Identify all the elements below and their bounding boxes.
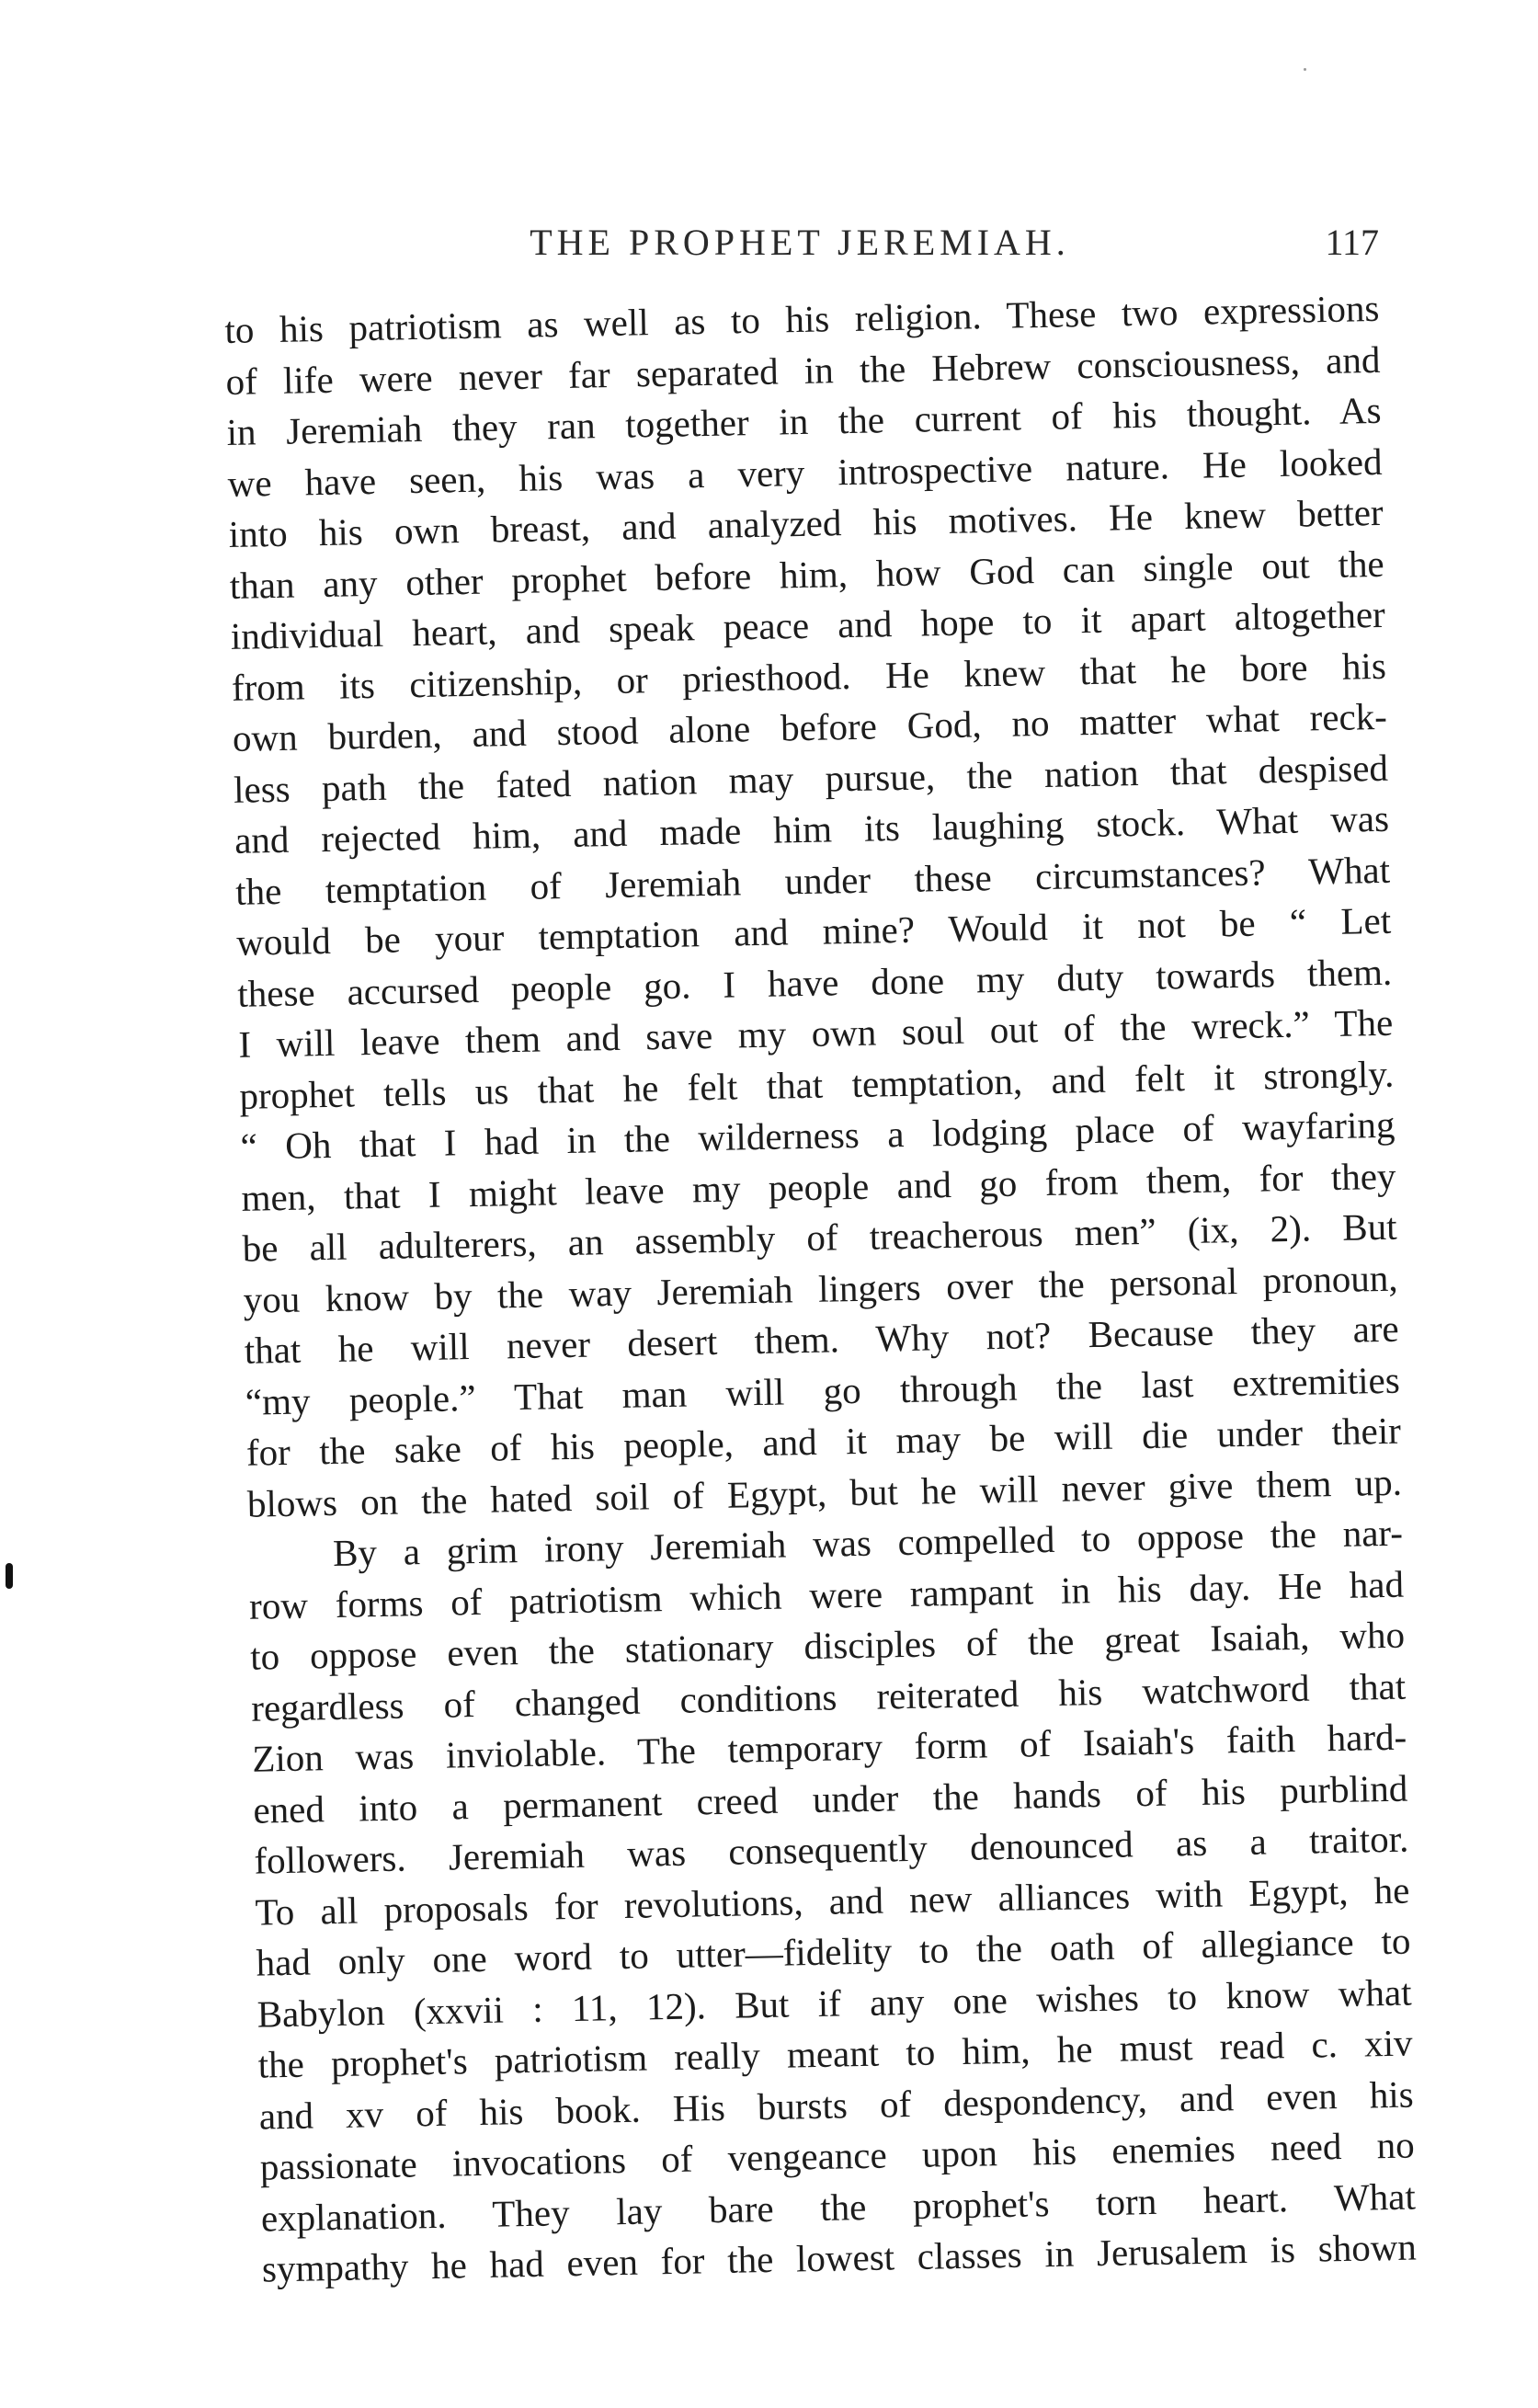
text-line: “ Oh that I had in the wilderness a lodging place of wayfaring [240,1102,1396,1168]
text-line: individual heart, and speak peace and hope to it apart altogether [230,592,1386,657]
text-line: than any other prophet before him, how God can single out the [229,542,1385,607]
text-line: be all adulterers, an assembly of treacherous men” (ix, 2). But [242,1204,1397,1270]
text-line: that he will never desert them. Why not? Because they are [244,1307,1400,1372]
body-text [224,283,1417,2295]
text-line: to his patriotism as well as to his religion. These two expressions [224,286,1380,351]
text-line: followers. Jeremiah was consequently denounced as a traitor. [254,1817,1409,1882]
text-line: own burden, and stood alone before God, no matter what reck- [232,694,1388,759]
running-title: THE PROPHET JEREMIAH. [530,222,1070,263]
text-line: you know by the way Jeremiah lingers over the personal pronoun, [243,1256,1398,1321]
text-line: of life were never far separated in the Hebrew consciousness, and [225,337,1381,403]
text-line: we have seen, his was a very introspective nature. He looked [227,439,1383,505]
text-line: into his own breast, and analyzed his motives. He knew better [228,490,1384,555]
text-line: I will leave them and save my own soul out of the wreck.” The [237,1000,1394,1066]
text-line: row forms of patriotism which were rampant in his day. He had [248,1562,1405,1627]
text-line: would be your temptation and mine? Would it not be “ Let [235,898,1392,964]
page-number: 117 [1325,222,1379,263]
text-line: “my people.” That man will go through the last extremities [245,1358,1401,1423]
text-line: less path the fated nation may pursue, the nation that despised [233,746,1389,811]
text-line: the temptation of Jeremiah under these circumstances? What [234,848,1391,913]
running-head [221,221,1379,276]
text-line: To all proposals for revolutions, and new alliances with Egypt, he [255,1868,1410,1934]
text-line: Zion was inviolable. The temporary form of Isaiah's faith hard- [251,1715,1407,1780]
paragraph-end-line: blows on the hated soil of Egypt, but he will never give them up. [246,1460,1403,1525]
text-line: prophet tells us that he felt that temptation, and felt it strongly. [239,1052,1395,1117]
text-line: these accursed people go. I have done my duty towards them. [236,950,1393,1015]
text-line: and rejected him, and made him its laughing stock. What was [234,796,1390,862]
text-line: for the sake of his people, and it may be will die under their [245,1409,1402,1474]
text-line: passionate invocations of vengeance upon his enemies need no [259,2123,1416,2188]
text-line: men, that I might leave my people and go from them, for they [241,1154,1396,1219]
text-line: from its citizenship, or priesthood. He knew that he bore his [231,644,1387,709]
text-line: sympathy he had even for the lowest classes in Jerusalem is shown [261,2225,1418,2290]
text-line: and xv of his book. His bursts of despondency, and even his [258,2072,1415,2138]
text-line: explanation. They lay bare the prophet's torn heart. What [260,2174,1417,2240]
text-line: in Jeremiah they ran together in the current of his thought. As [226,388,1382,453]
text-line: ened into a permanent creed under the hands of his purblind [252,1766,1408,1832]
margin-ink-mark [6,1563,13,1589]
text-line: had only one word to utter—fidelity to the oath of allegiance to [256,1919,1411,1984]
text-line: regardless of changed conditions reiterated his watchword that [250,1664,1407,1729]
paragraph-start-line: By a grim irony Jeremiah was compelled to oppose the nar- [332,1511,1404,1574]
text-line: to oppose even the stationary disciples of the great Isaiah, who [249,1613,1406,1678]
text-line: Babylon (xxvii : 11, 12). But if any one wishes to know what [256,1970,1412,2036]
paper-speck [1304,68,1306,71]
text-line: the prophet's patriotism really meant to him, he must read c. xiv [257,2021,1413,2086]
